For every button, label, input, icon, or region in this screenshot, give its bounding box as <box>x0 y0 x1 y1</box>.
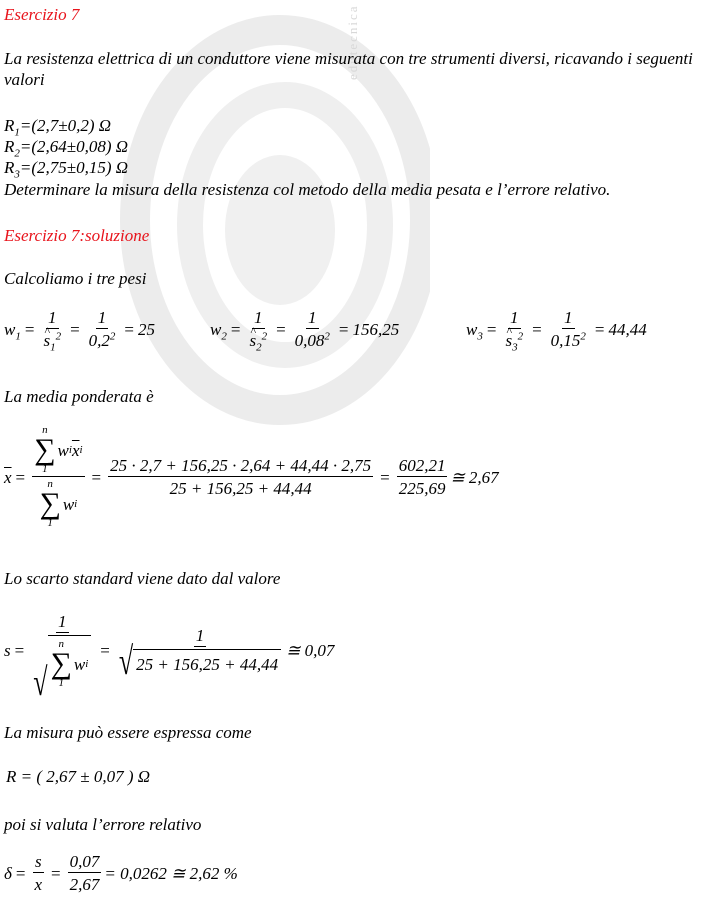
relative-error-label: poi si valuta l’errore relativo <box>4 815 202 834</box>
weight-1: $w_1$ = 1 ^ $s_1^2$ = $\frac{1}{0,2^2}$ = 25 <box>4 308 155 350</box>
exercise-title: Esercizio 7 <box>4 5 80 24</box>
relative-error-formula: δ = $\frac{s}{x}$ = $\frac{0,07}{2,67}$ = 0,0262 ≅ 2,62 % <box>4 852 238 894</box>
measurement-r1: $R_1=(2,7\pm 0,2)$ Ω <box>4 116 112 139</box>
weights-label: Calcoliamo i tre pesi <box>4 269 147 288</box>
measurement-r2: $R_2=(2,64\pm 0,08)$ Ω <box>4 137 129 160</box>
std-label: Lo scarto standard viene dato dal valore <box>4 569 281 588</box>
std-formula: s = 1 √ n ∑ 1 w i = 1 √ 25 + 156,25 + 44,44 ≅ 0,07 <box>4 612 335 704</box>
weight-2: $w_2$ = 1 ^ $s_2^2$ = $\frac{1}{0,08^2}$ = 156,25 <box>210 308 399 350</box>
exercise-task: Determinare la misura della resistenza col metodo della media pesata e l’errore relativo. <box>4 180 611 199</box>
mean-label: La media ponderata è <box>4 387 154 406</box>
weighted-mean-formula: $\overline{x}$ = n ∑ 1 w i $\overline{x}$ i n ∑ 1 w i = $\frac{25 \cdot 2,7 + 156,25 \cdot 2,64 + 44,44 \cdot 2,75}{25 + 156,25 + 44,44}$ = $\frac{602,21}{225,69}$ ≅ 2,67 <box>4 424 499 529</box>
weight-3: $w_3$ = 1 ^ $s_3^2$ = $\frac{1}{0,15^2}$ = 44,44 <box>466 308 647 350</box>
measurement-r3: $R_3=(2,75\pm 0,15)$ Ω <box>4 158 129 181</box>
final-result: R = ( 2,67 ± 0,07 ) Ω <box>6 767 151 786</box>
solution-title: Esercizio 7:soluzione <box>4 226 150 245</box>
exercise-intro: La resistenza elettrica di un conduttore viene misurata con tre strumenti diversi, ricavando i seguenti valori <box>4 49 693 89</box>
watermark-text: edutecnica <box>345 4 360 80</box>
measure-label: La misura può essere espressa come <box>4 723 252 742</box>
